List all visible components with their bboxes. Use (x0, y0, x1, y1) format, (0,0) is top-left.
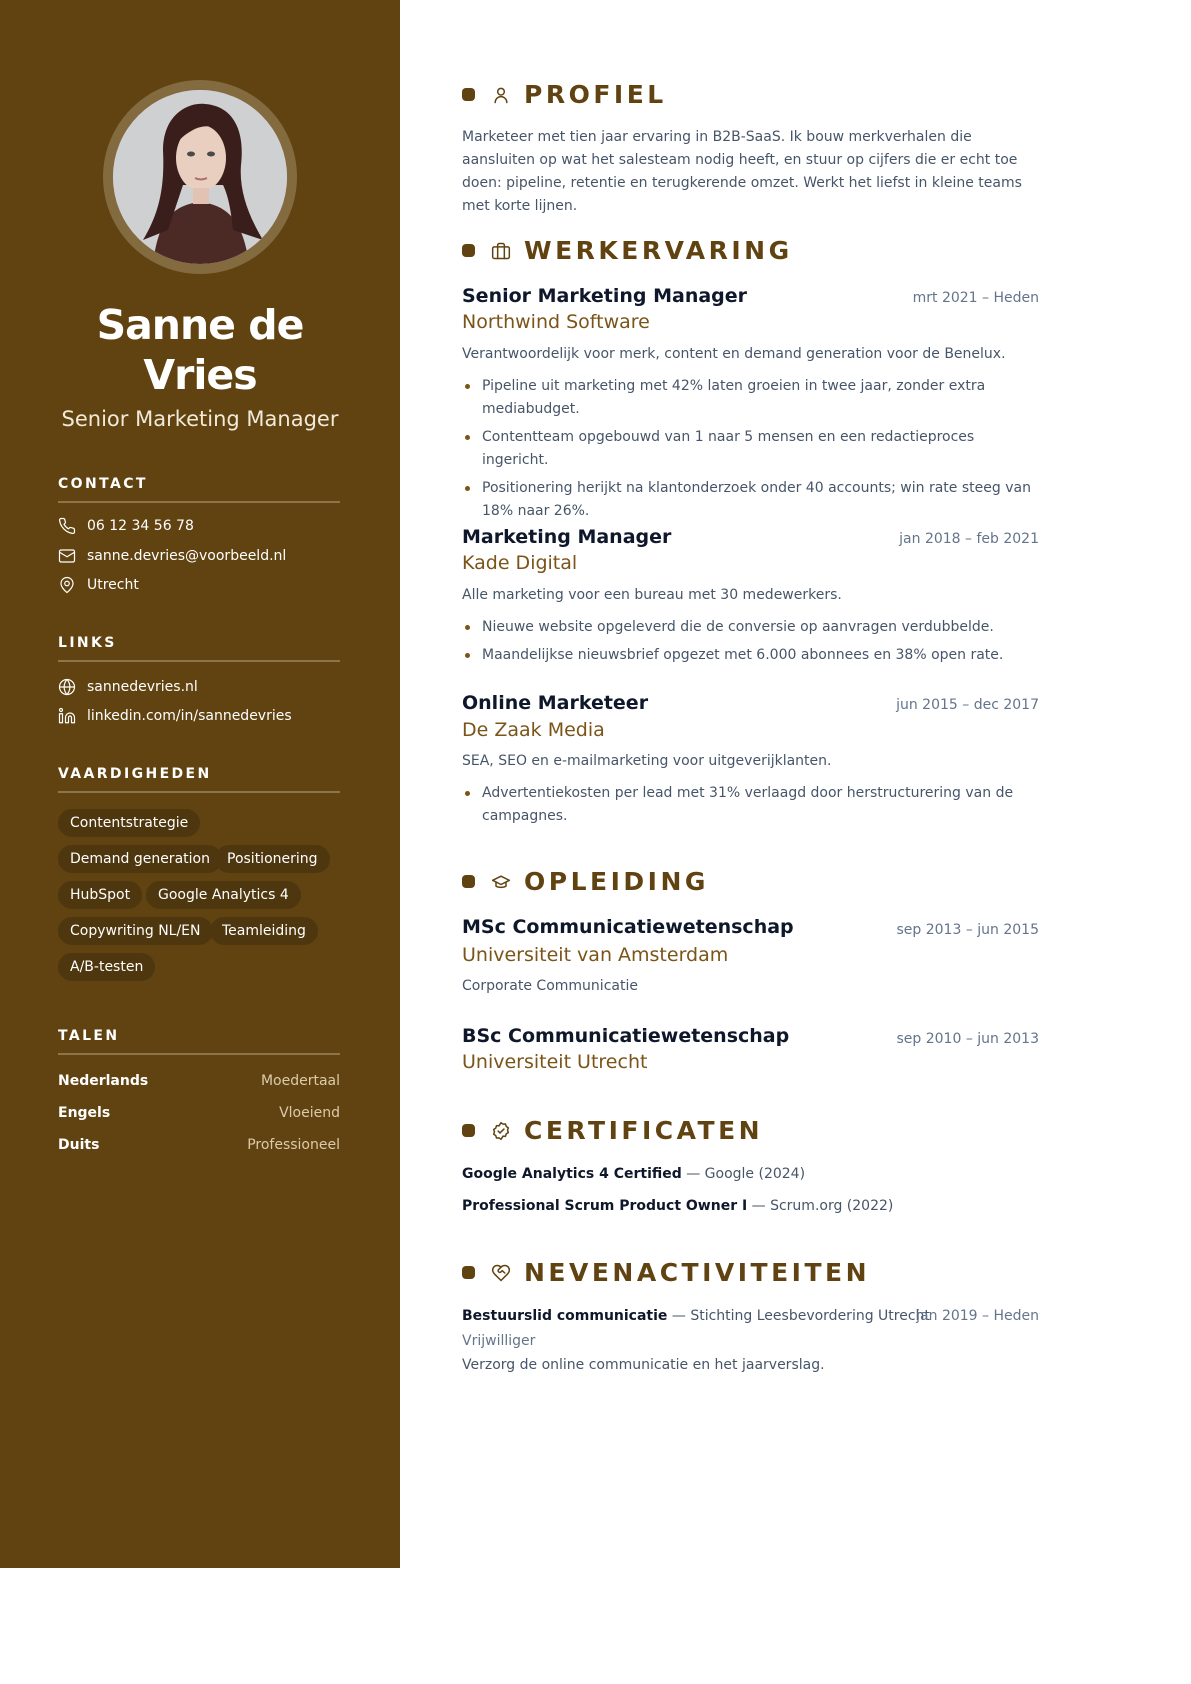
profile-heading (462, 80, 667, 109)
avatar-portrait-image (113, 90, 287, 264)
heart-handshake-icon (491, 1263, 511, 1283)
job-bullet: Contentteam opgebouwd van 1 naar 5 mensen en een redactieproces ingericht. (462, 426, 1042, 472)
skill-pill: Teamleiding (210, 917, 318, 945)
skill-pill: Contentstrategie (58, 809, 200, 837)
job-summary: Verantwoordelijk voor merk, content en demand generation voor de Benelux. (462, 346, 1006, 362)
contact-location (58, 576, 139, 594)
certificate-item (462, 1166, 805, 1182)
job-title: Marketing Manager (462, 526, 672, 548)
job-company: Kade Digital (462, 552, 578, 574)
skill-pill: Google Analytics 4 (146, 881, 301, 909)
activities-heading-text: NEVENACTIVITEITEN (524, 1258, 871, 1287)
mail-icon (58, 547, 76, 565)
contact-heading: CONTACT (58, 476, 340, 503)
language-level: Vloeiend (279, 1105, 340, 1121)
language-name: Engels (58, 1105, 111, 1121)
person-name (0, 300, 400, 400)
skill-pill: HubSpot (58, 881, 142, 909)
sidebar (0, 0, 400, 1568)
language-row (58, 1073, 340, 1089)
person-role: Senior Marketing Manager (61, 407, 339, 431)
linkedin-icon (58, 707, 76, 725)
language-row (58, 1105, 340, 1121)
job-summary: Alle marketing voor een bureau met 30 medewerkers. (462, 587, 842, 603)
language-row (58, 1137, 340, 1153)
job-bullet: Nieuwe website opgeleverd die de conversie op aanvragen verdubbelde. (462, 616, 1042, 639)
certificates-heading-text: CERTIFICATEN (524, 1116, 764, 1145)
job-date: mrt 2021 – Heden (912, 290, 1039, 306)
education-date: sep 2010 – jun 2013 (896, 1031, 1039, 1047)
section-marker (462, 1124, 475, 1137)
link-linkedin[interactable] (58, 707, 292, 725)
badge-check-icon (491, 1121, 511, 1141)
job-bullets (462, 616, 1042, 672)
link-website-text: sannedevries.nl (87, 679, 198, 695)
skills-heading: VAARDIGHEDEN (58, 766, 340, 793)
phone-icon (58, 517, 76, 535)
job-date: jun 2015 – dec 2017 (896, 697, 1039, 713)
certificate-name: Professional Scrum Product Owner I (462, 1198, 748, 1214)
globe-icon (58, 678, 76, 696)
certificate-name: Google Analytics 4 Certified (462, 1166, 682, 1182)
job-title: Online Marketeer (462, 692, 649, 714)
contact-phone-text: 06 12 34 56 78 (87, 518, 194, 534)
activity-text: Verzorg de online communicatie en het jaarverslag. (462, 1357, 825, 1373)
skill-pill: A/B-testen (58, 953, 155, 981)
job-company: Northwind Software (462, 311, 650, 333)
languages-heading: TALEN (58, 1028, 340, 1055)
contact-email[interactable] (58, 547, 286, 565)
activities-heading (462, 1258, 870, 1287)
experience-heading (462, 236, 793, 265)
contact-email-text: sanne.devries@voorbeeld.nl (87, 548, 287, 564)
education-title: MSc Communicatiewetenschap (462, 916, 794, 938)
job-bullet: Pipeline uit marketing met 42% laten groeien in twee jaar, zonder extra mediabudget. (462, 375, 1042, 421)
certificate-item (462, 1198, 893, 1214)
education-title: BSc Communicatiewetenschap (462, 1025, 790, 1047)
link-website[interactable] (58, 678, 198, 696)
job-bullet: Maandelijkse nieuwsbrief opgezet met 6.000 abonnees en 38% open rate. (462, 644, 1042, 667)
location-icon (58, 576, 76, 594)
education-detail: Corporate Communicatie (462, 978, 638, 994)
avatar-ring (103, 80, 297, 274)
profile-text: Marketeer met tien jaar ervaring in B2B-SaaS. Ik bouw merkverhalen die aansluiten op wat het salesteam nodig heeft, en stuur op cijfers die er echt toe doen: pipeline, retentie en terugkerende omzet. Werkt het liefst in kleine teams met korte lijnen. (462, 129, 1022, 214)
education-school: Universiteit van Amsterdam (462, 944, 729, 966)
education-heading-text: OPLEIDING (524, 867, 709, 896)
activity-org: — Stichting Leesbevordering Utrecht (667, 1308, 930, 1324)
job-bullet: Advertentiekosten per lead met 31% verlaagd door herstructurering van de campagnes. (462, 782, 1042, 828)
user-icon (491, 85, 511, 105)
job-bullets (462, 375, 1042, 528)
graduation-cap-icon (491, 872, 511, 892)
skill-pill: Copywriting NL/EN (58, 917, 213, 945)
education-date: sep 2013 – jun 2015 (896, 922, 1039, 938)
links-heading: LINKS (58, 635, 340, 662)
job-bullet: Positionering herijkt na klantonderzoek onder 40 accounts; win rate steeg van 18% naar 26%. (462, 477, 1042, 523)
language-name: Nederlands (58, 1073, 149, 1089)
certificate-issuer: — Google (2024) (681, 1166, 806, 1182)
education-heading (462, 867, 709, 896)
activity-role: Bestuurslid communicatie (462, 1308, 668, 1324)
briefcase-icon (491, 241, 511, 261)
section-marker (462, 88, 475, 101)
skill-pill: Demand generation (58, 845, 222, 873)
language-level: Professioneel (247, 1137, 340, 1153)
activity-type: Vrijwilliger (462, 1333, 536, 1349)
contact-phone[interactable] (58, 517, 194, 535)
certificate-issuer: — Scrum.org (2022) (747, 1198, 894, 1214)
education-school: Universiteit Utrecht (462, 1051, 648, 1073)
section-marker (462, 875, 475, 888)
link-linkedin-text: linkedin.com/in/sannedevries (87, 708, 292, 724)
profile-heading-text: PROFIEL (524, 80, 667, 109)
job-company: De Zaak Media (462, 719, 605, 741)
activity-date: jan 2019 – Heden (916, 1308, 1039, 1324)
person-name-line-1: Sanne de (96, 301, 304, 349)
contact-location-text: Utrecht (87, 577, 139, 593)
section-marker (462, 1266, 475, 1279)
main-content (400, 0, 1100, 1568)
language-level: Moedertaal (260, 1073, 340, 1089)
skill-pill: Positionering (215, 845, 330, 873)
person-name-line-2: Vries (143, 351, 257, 399)
activity-line (462, 1308, 930, 1324)
section-marker (462, 244, 475, 257)
certificates-heading (462, 1116, 763, 1145)
job-title: Senior Marketing Manager (462, 285, 748, 307)
language-name: Duits (58, 1137, 100, 1153)
job-date: jan 2018 – feb 2021 (899, 531, 1039, 547)
avatar (113, 90, 287, 264)
experience-heading-text: WERKERVARING (524, 236, 793, 265)
job-summary: SEA, SEO en e-mailmarketing voor uitgeverijklanten. (462, 753, 832, 769)
job-bullets (462, 782, 1042, 833)
